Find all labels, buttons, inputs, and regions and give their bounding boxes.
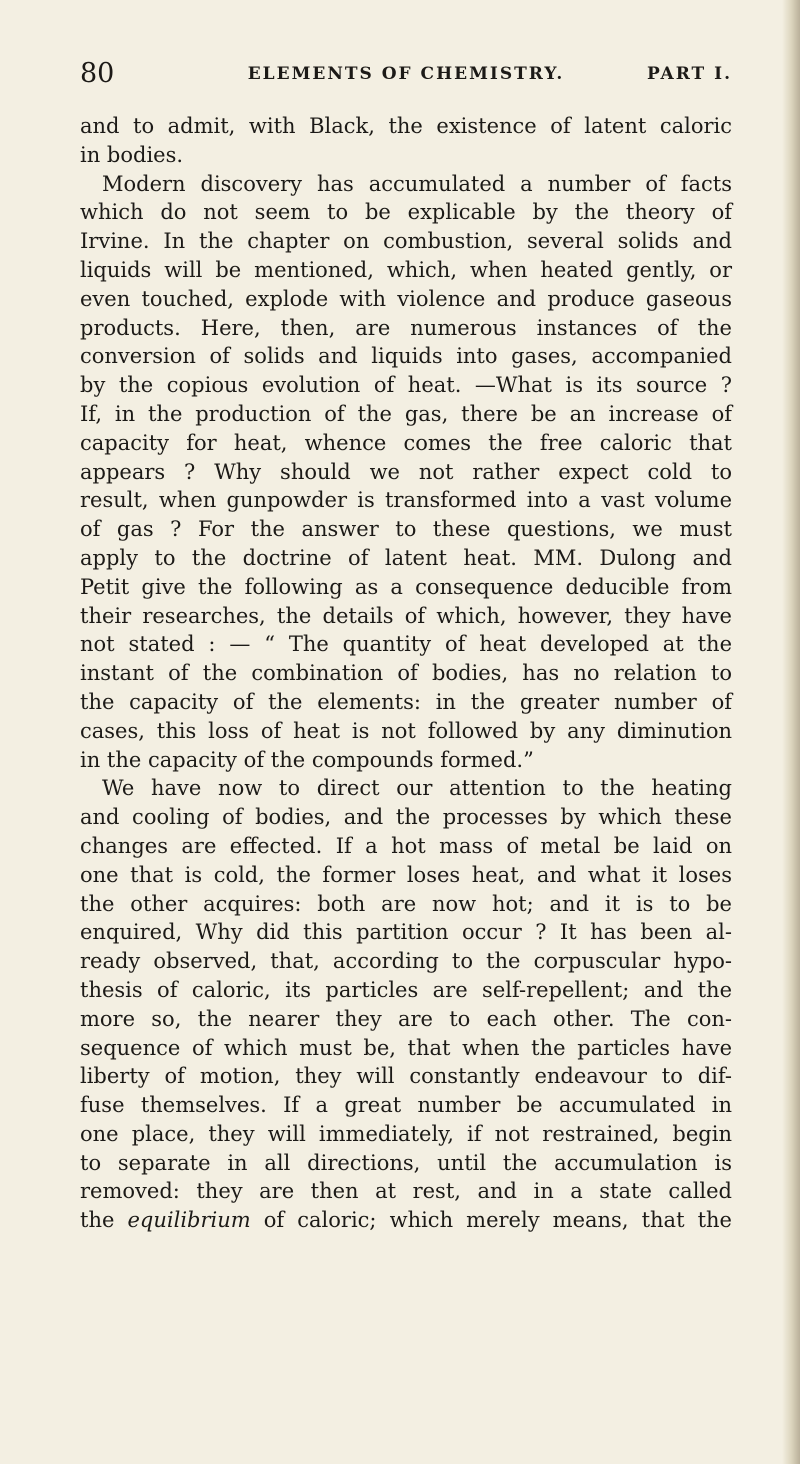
text-line: not stated : — “ The quantity of heat developed at the (80, 632, 732, 657)
text-line: instant of the combination of bodies, has no relation to (80, 661, 732, 686)
text-line: changes are effected. If a hot mass of metal be laid on (80, 833, 732, 858)
text-line: by the copious evolution of heat. —What is its source ? (80, 373, 732, 398)
text-line: the other acquires: both are now hot; and it is to be (80, 891, 732, 916)
text-line: products. Here, then, are numerous instances of the (80, 315, 732, 340)
text-line: even touched, explode with violence and produce gaseous (80, 286, 732, 311)
text-line: liberty of motion, they will constantly endeavour to dif- (80, 1064, 732, 1089)
text-line: liquids will be mentioned, which, when heated gently, or (80, 257, 732, 282)
text-line: cases, this loss of heat is not followed by any diminution (80, 718, 732, 743)
text-line: appears ? Why should we not rather expect cold to (80, 459, 732, 484)
text-line: ready observed, that, according to the corpuscular hypo- (80, 949, 732, 974)
text-line: of gas ? For the answer to these questions, we must (80, 517, 732, 542)
text-line: enquired, Why did this partition occur ? It has been al- (80, 920, 732, 945)
text-line: one place, they will immediately, if not restrained, begin (80, 1121, 732, 1146)
part-label: PART I. (646, 64, 732, 84)
page-number: 80 (80, 58, 115, 89)
text-line: which do not seem to be explicable by the theory of (80, 200, 732, 225)
running-header (80, 58, 732, 98)
text-line: their researches, the details of which, however, they have (80, 603, 732, 628)
last-line-prefix: the (80, 1208, 128, 1233)
text-line: fuse themselves. If a great number be accumulated in (80, 1093, 732, 1118)
text-line: conversion of solids and liquids into gases, accompanied (80, 344, 732, 369)
text-line: more so, the nearer they are to each other. The con- (80, 1006, 732, 1031)
text-line: sequence of which must be, that when the particles have (80, 1035, 732, 1060)
italic-term-equilibrium: equilibrium (127, 1208, 251, 1233)
text-line: one that is cold, the former loses heat, and what it loses (80, 862, 732, 887)
text-line: result, when gunpowder is transformed into a vast volume (80, 488, 732, 513)
text-line: in the capacity of the compounds formed.” (80, 747, 534, 772)
last-line-suffix: of caloric; which merely means, that the (250, 1208, 732, 1233)
text-line: to separate in all directions, until the accumulation is (80, 1150, 732, 1175)
page-edge-shadow (782, 0, 800, 1464)
text-line: the capacity of the elements: in the greater number of (80, 689, 732, 714)
text-line: We have now to direct our attention to the heating (102, 776, 732, 801)
text-line: in bodies. (80, 142, 184, 167)
text-line: and cooling of bodies, and the processes by which these (80, 805, 732, 830)
text-line: capacity for heat, whence comes the free caloric that (80, 430, 732, 455)
body-text (80, 112, 732, 1235)
text-line: apply to the doctrine of latent heat. MM. Dulong and (80, 545, 732, 570)
text-line: Modern discovery has accumulated a number of facts (102, 171, 732, 196)
text-line: Petit give the following as a consequence deducible from (80, 574, 732, 599)
text-line-last (80, 1206, 732, 1235)
text-line: thesis of caloric, its particles are self-repellent; and the (80, 977, 732, 1002)
running-title: ELEMENTS OF CHEMISTRY. (247, 64, 565, 84)
text-line: Irvine. In the chapter on combustion, several solids and (80, 229, 732, 254)
text-line: If, in the production of the gas, there be an increase of (80, 401, 732, 426)
text-line: and to admit, with Black, the existence of latent caloric (80, 114, 732, 138)
text-line: removed: they are then at rest, and in a state called (80, 1179, 732, 1204)
